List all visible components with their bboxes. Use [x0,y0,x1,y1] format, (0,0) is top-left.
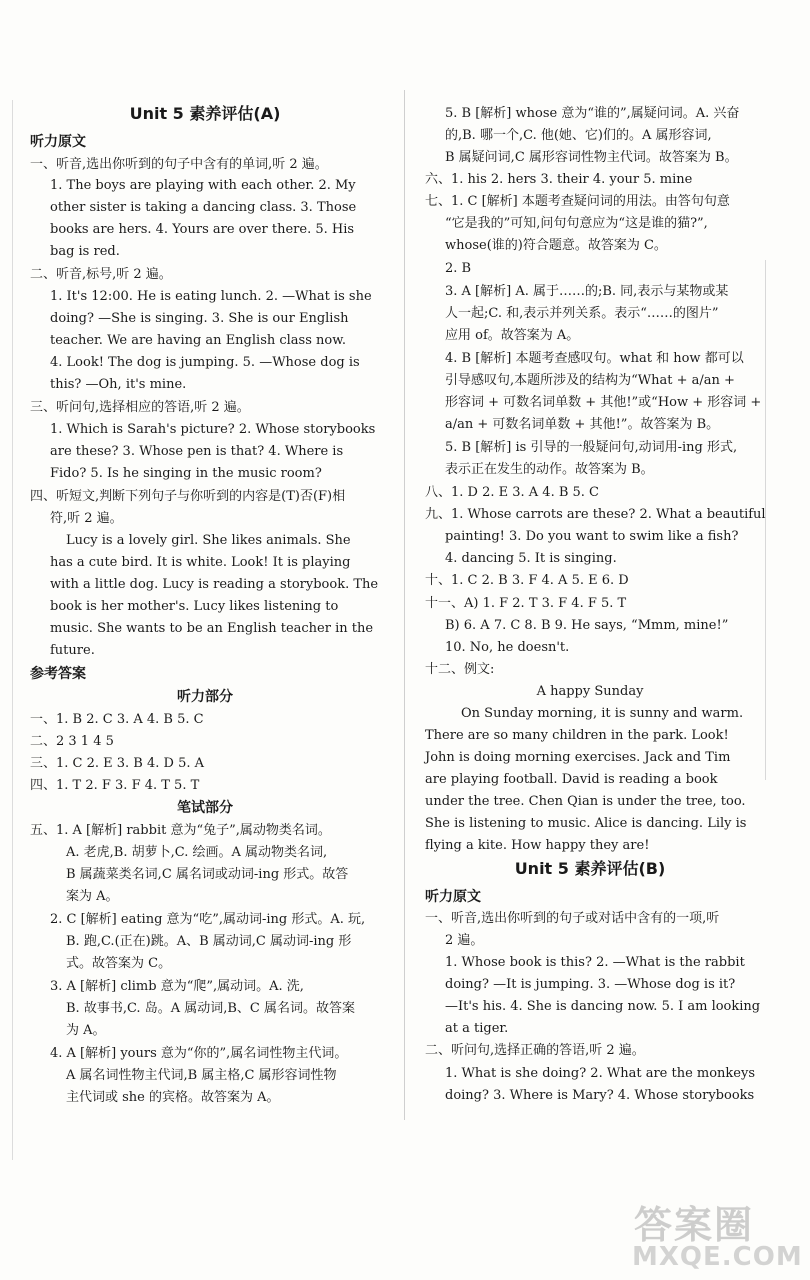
text-line: 表示正在发生的动作。故答案为 B。 [445,462,654,477]
text-line: 八、1. D 2. E 3. A 4. B 5. C [425,485,600,500]
text-line: 4. A [解析] yours 意为“你的”,属名词性物主代词。 [50,1046,348,1061]
text-line: 为 A。 [66,1023,106,1038]
text-line: this? —Oh, it's mine. [50,377,187,392]
text-line: 3. A [解析] A. 属于……的;B. 同,表示与某物或某 [445,284,729,299]
text-line: B. 故事书,C. 岛。A 属动词,B、C 属名词。故答案 [66,1001,355,1016]
text-line: 1. Whose book is this? 2. —What is the rabbit [445,955,745,970]
text-line: —It's his. 4. She is dancing now. 5. I am looking [445,999,761,1014]
text-line: 一、听音,选出你听到的句子或对话中含有的一项,听 [425,911,720,926]
text-line: 1. Which is Sarah's picture? 2. Whose storybooks [50,422,376,437]
text-line: 2. B [445,261,472,276]
text-line: B. 跑,C.(正在)跳。A、B 属动词,C 属动词-ing 形 [66,934,352,949]
text-line: 1. It's 12:00. He is eating lunch. 2. —What is she [50,289,372,304]
text-line: music. She wants to be an English teacher in the [50,621,374,636]
text-line: 3. A [解析] climb 意为“爬”,属动词。A. 洗, [50,979,304,994]
text-line: 五、1. A [解析] rabbit 意为“兔子”,属动物类名词。 [30,823,331,838]
text-line: 人一起;C. 和,表示并列关系。表示“……的图片” [445,306,719,321]
text-line: A. 老虎,B. 胡萝卜,C. 绘画。A 属动物类名词, [66,845,328,860]
text-line: Lucy is a lovely girl. She likes animals. She [66,533,351,548]
text-line: 三、1. C 2. E 3. B 4. D 5. A [30,756,205,771]
page-edge-shadow [12,100,13,1160]
text-line: at a tiger. [445,1021,509,1036]
section-heading: 听力原文 [30,134,86,150]
text-line: A happy Sunday [536,684,644,699]
text-line: future. [50,643,95,658]
text-line: are these? 3. Whose pen is that? 4. Where is [50,444,344,459]
text-line: Fido? 5. Is he singing in the music room? [50,466,322,481]
text-line: book is her mother's. Lucy likes listening to [50,599,339,614]
text-line: under the tree. Chen Qian is under the tree, too. [425,794,746,809]
text-line: 形容词 + 可数名词单数 + 其他!”或“How + 形容词 + [445,395,762,410]
column-divider [404,90,405,1120]
watermark-logo [628,1192,808,1278]
text-line: books are hers. 4. Yours are over there. 5. His [50,222,355,237]
text-line: A 属名词性物主代词,B 属主格,C 属形容词性物 [66,1068,337,1083]
text-line: 三、听问句,选择相应的答语,听 2 遍。 [30,400,250,415]
text-line: 10. No, he doesn't. [445,640,570,655]
text-line: 六、1. his 2. hers 3. their 4. your 5. mine [425,172,693,187]
text-line: 案为 A。 [66,889,119,904]
section-heading: 听力原文 [425,889,481,905]
text-line: 1. The boys are playing with each other. 2. My [50,178,356,193]
text-line: 二、听问句,选择正确的答语,听 2 遍。 [425,1043,645,1058]
text-line: 四、听短文,判断下列句子与你听到的内容是(T)否(F)相 [30,489,346,504]
text-line: 4. Look! The dog is jumping. 5. —Whose dog is [50,355,360,370]
text-line: with a little dog. Lucy is reading a storybook. The [50,577,379,592]
section-heading: 听力部分 [177,689,233,705]
text-line: She is listening to music. Alice is dancing. Lily is [425,816,747,831]
text-line: 十二、例文: [425,662,495,677]
text-line: 一、听音,选出你听到的句子中含有的单词,听 2 遍。 [30,157,328,172]
text-line: flying a kite. How happy they are! [425,838,650,853]
text-line: 式。故答案为 C。 [66,956,172,971]
text-line: 二、听音,标号,听 2 遍。 [30,267,172,282]
text-line: 七、1. C [解析] 本题考查疑问词的用法。由答句句意 [425,194,730,209]
section-title: Unit 5 素养评估(A) [129,104,281,123]
text-line: doing? —She is singing. 3. She is our English [50,311,349,326]
text-line: 5. B [解析] is 引导的一般疑问句,动词用-ing 形式, [445,440,738,455]
text-line: 四、1. T 2. F 3. F 4. T 5. T [30,778,200,793]
section-heading: 参考答案 [30,666,86,682]
text-line: 九、1. Whose carrots are these? 2. What a beautiful [425,507,766,522]
text-line: On Sunday morning, it is sunny and warm. [461,706,744,721]
text-line: B 属蔬菜类名词,C 属名词或动词-ing 形式。故答 [66,867,349,882]
text-line: teacher. We are having an English class now. [50,333,346,348]
text-line: 4. B [解析] 本题考查感叹句。what 和 how 都可以 [445,351,744,366]
text-line: 1. What is she doing? 2. What are the monkeys [445,1066,756,1081]
text-line: 2 遍。 [445,933,484,948]
text-line: There are so many children in the park. Look! [425,728,729,743]
text-line: bag is red. [50,244,120,259]
section-title: Unit 5 素养评估(B) [514,859,666,878]
text-line: 2. C [解析] eating 意为“吃”,属动词-ing 形式。A. 玩, [50,912,366,927]
text-line: 二、2 3 1 4 5 [30,734,114,749]
text-line: 十一、A) 1. F 2. T 3. F 4. F 5. T [425,596,627,611]
text-line: painting! 3. Do you want to swim like a fish? [445,529,739,544]
text-line: doing? 3. Where is Mary? 4. Whose storybooks [445,1088,755,1103]
watermark-text: 答案圈 [634,1203,755,1247]
text-line: B) 6. A 7. C 8. B 9. He says, “Mmm, mine!” [445,618,729,633]
watermark-url: MXQE.COM [632,1242,803,1272]
text-line: are playing football. David is reading a book [425,772,718,787]
text-line: “它是我的”可知,问句句意应为“这是谁的猫?”, [445,216,708,231]
text-line: 符,听 2 遍。 [50,511,123,526]
text-line: John is doing morning exercises. Jack and Tim [425,750,731,765]
text-line: 主代词或 she 的宾格。故答案为 A。 [66,1090,280,1105]
text-line: 应用 of。故答案为 A。 [445,328,580,343]
text-line: has a cute bird. It is white. Look! It is playing [50,555,351,570]
text-line: whose(谁的)符合题意。故答案为 C。 [445,238,667,253]
text-line: a/an + 可数名词单数 + 其他!”。故答案为 B。 [445,417,720,432]
text-line: 的,B. 哪一个,C. 他(她、它)们的。A 属形容词, [445,128,712,143]
text-line: doing? —It is jumping. 3. —Whose dog is it? [445,977,736,992]
text-line: B 属疑问词,C 属形容词性物主代词。故答案为 B。 [445,150,738,165]
text-line: other sister is taking a dancing class. 3. Those [50,200,357,215]
text-line: 5. B [解析] whose 意为“谁的”,属疑问词。A. 兴奋 [445,106,740,121]
text-line: 4. dancing 5. It is singing. [445,551,617,566]
section-heading: 笔试部分 [177,800,233,816]
text-line: 引导感叹句,本题所涉及的结构为“What + a/an + [445,373,735,388]
text-line: 十、1. C 2. B 3. F 4. A 5. E 6. D [425,573,629,588]
text-line: 一、1. B 2. C 3. A 4. B 5. C [30,712,204,727]
